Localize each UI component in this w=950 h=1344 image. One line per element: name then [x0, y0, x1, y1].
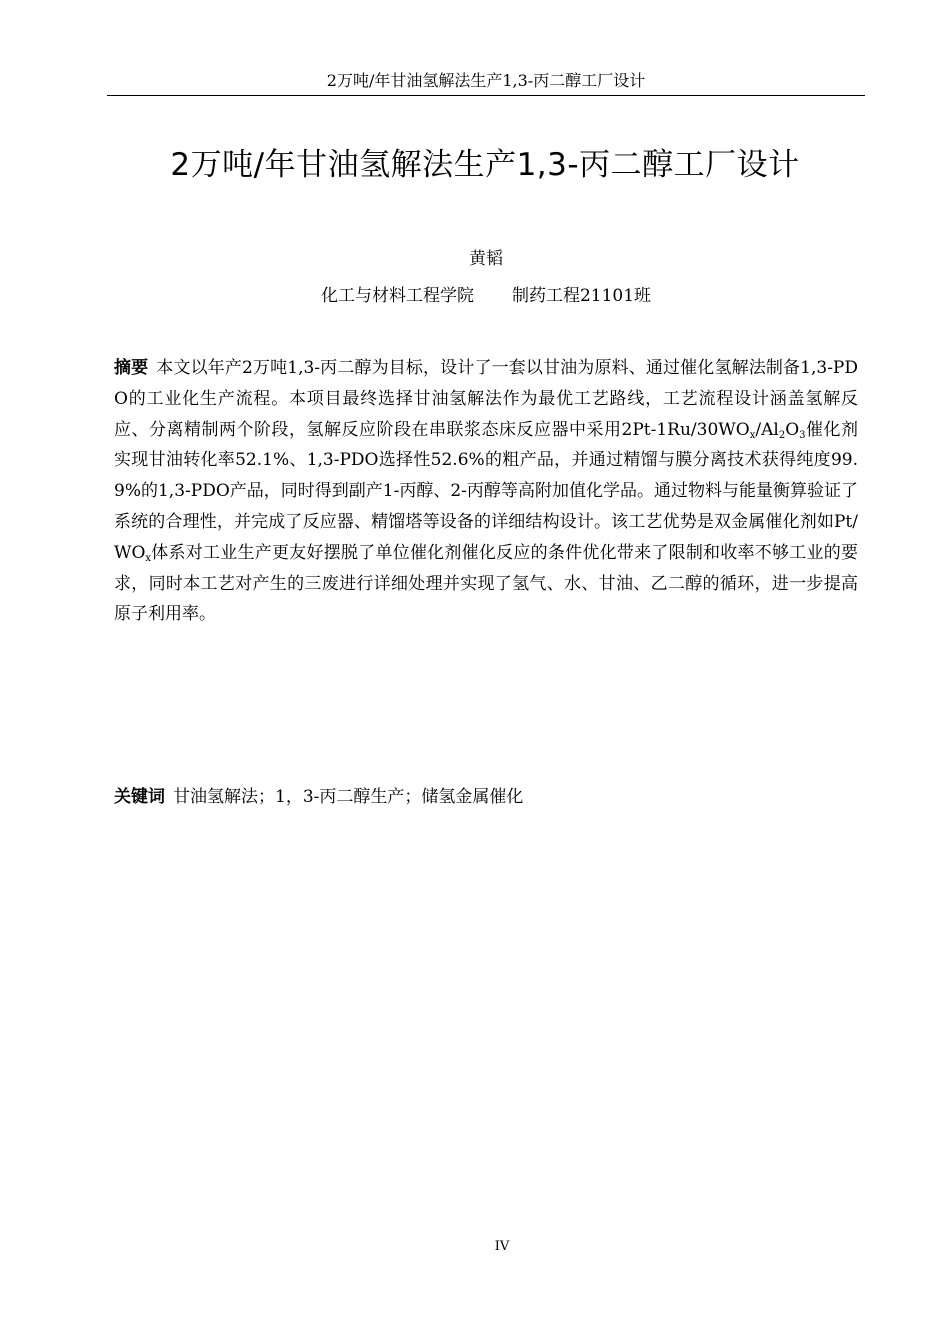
class-name: 制药工程21101班: [511, 286, 652, 306]
author-name: 黄韬: [469, 249, 503, 269]
abstract-text: 本文以年产2万吨1,3-丙二醇为目标，设计了一套以甘油为原料、通过催化氢解法制备1,3-PDO的工业化生产流程。本项目最终选择甘油氢解法作为最优工艺路线，工艺流程设计涵盖氢解反应、分离精制两个阶段，氢解反应阶段在串联浆态床反应器中采用2Pt-1Ru/30WO: [114, 358, 859, 440]
page-number: IV: [494, 1239, 510, 1254]
abstract-label: 摘要: [114, 358, 149, 378]
running-header: 2万吨/年甘油氢解法生产1,3-丙二醇工厂设计: [326, 71, 646, 90]
subscript-x: x: [749, 429, 756, 441]
author-affiliation: [107, 284, 865, 308]
abstract-text: 体系对工业生产更友好摆脱了单位催化剂催化反应的条件优化带来了限制和收率不够工业的要求，同时本工艺对产生的三废进行详细处理并实现了氢气、水、甘油、乙二醇的循环，进一步提高原子利用率。: [114, 542, 858, 625]
keywords-paragraph: [114, 784, 858, 810]
abstract-text: 催化剂实现甘油转化率52.1%、1,3-PDO选择性52.6%的粗产品，并通过精馏与膜分离技术获得纯度99.9%的1,3-PDO产品，同时得到副产1-丙醇、2-丙醇等高附加值化学品。通过物料与能量衡算验证了系统的合理性，并完成了反应器、精馏塔等设备的详细结构设计。该工艺优势是双金属催化剂如Pt/WO: [114, 419, 859, 563]
abstract-text: O: [785, 419, 800, 440]
subscript-2: 2: [778, 429, 786, 441]
keywords-text: 甘油氢解法；1，3-丙二醇生产；储氢金属催化: [173, 787, 524, 807]
abstract-text: /Al: [755, 419, 779, 440]
header-rule: [107, 95, 865, 96]
subscript-3: 3: [799, 429, 806, 441]
subscript-x: x: [145, 552, 152, 564]
keywords-label: 关键词: [114, 787, 165, 807]
school-name: 化工与材料工程学院: [320, 286, 474, 306]
document-title: 2万吨/年甘油氢解法生产1,3-丙二醇工厂设计: [170, 147, 800, 183]
abstract-paragraph: [114, 353, 858, 630]
